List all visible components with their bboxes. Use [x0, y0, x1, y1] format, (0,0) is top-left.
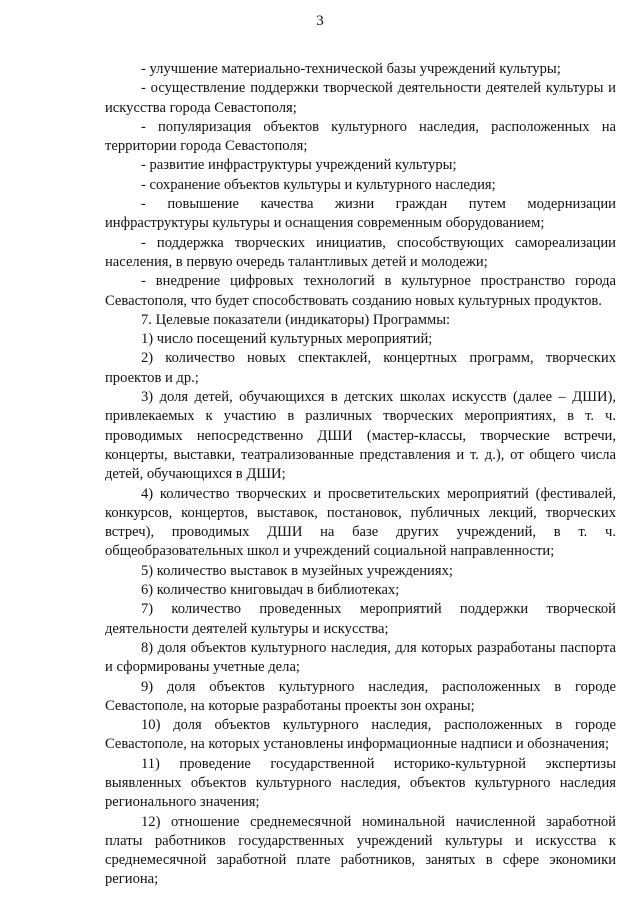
- indicator-item: 2) количество новых спектаклей, концертных программ, творческих проектов и др.;: [105, 350, 616, 386]
- indicator-item: 5) количество выставок в музейных учреждениях;: [141, 562, 453, 579]
- page-number: 3: [316, 13, 324, 29]
- goal-item: - поддержка творческих инициатив, способствующих самореализации населения, в первую очередь талантливых детей и молодежи;: [105, 234, 616, 270]
- goal-item: - сохранение объектов культуры и культурного наследия;: [141, 176, 496, 193]
- section-heading: 7. Целевые показатели (индикаторы) Программы:: [141, 311, 451, 328]
- indicator-item: 10) доля объектов культурного наследия, расположенных в городе Севастополе, на которых установлены информационные надписи и обозначения;: [105, 717, 616, 753]
- goal-item: - развитие инфраструктуры учреждений культуры;: [141, 157, 457, 174]
- indicator-item: 9) доля объектов культурного наследия, расположенных в городе Севастополе, на которые разработаны проекты зон охраны;: [105, 678, 616, 714]
- goal-item: - осуществление поддержки творческой деятельности деятелей культуры и искусства города Севастополя;: [105, 80, 616, 116]
- document-body: [105, 60, 616, 890]
- indicator-item: 6) количество книговыдач в библиотеках;: [141, 582, 400, 599]
- indicator-item: 7) количество проведенных мероприятий поддержки творческой деятельности деятелей культуры и искусства;: [105, 601, 616, 637]
- indicator-item: 3) доля детей, обучающихся в детских школах искусств (далее – ДШИ), привлекаемых к участию в различных творческих мероприятиях, в т. ч. проводимых непосредственно ДШИ (мастер-классы, творческие встречи, концерты, выставки, театрализованные представления и т. д.), от общего числа детей, обучающихся в ДШИ;: [105, 389, 616, 483]
- goal-item: - популяризация объектов культурного наследия, расположенных на территории города Севастополя;: [105, 118, 616, 155]
- indicator-item: 4) количество творческих и просветительских мероприятий (фестивалей, конкурсов, концертов, выставок, постановок, публичных лекций, творческих встреч), проводимых ДШИ на базе других учреждений, в т. ч. общеобразовательных школ и учреждений социальной направленности;: [105, 485, 616, 560]
- indicator-item: 11) проведение государственной историко-культурной экспертизы выявленных объектов культурного наследия, объектов культурного наследия регионального значения;: [105, 755, 616, 811]
- goal-item: - внедрение цифровых технологий в культурное пространство города Севастополя, что будет способствовать созданию новых культурных продуктов.: [105, 273, 616, 309]
- indicator-item: 1) число посещений культурных мероприятий;: [141, 331, 433, 348]
- indicator-item: 12) отношение среднемесячной номинальной начисленной заработной платы работников государственных учреждений культуры и искусства к среднемесячной заработной плате работников, занятых в сфере экономики региона;: [105, 813, 616, 888]
- goal-item: - повышение качества жизни граждан путем модернизации инфраструктуры культуры и оснащения современным оборудованием;: [105, 196, 616, 232]
- indicator-item: 8) доля объектов культурного наследия, для которых разработаны паспорта и сформированы учетные дела;: [105, 639, 616, 676]
- goal-item: - улучшение материально-технической базы учреждений культуры;: [141, 61, 561, 77]
